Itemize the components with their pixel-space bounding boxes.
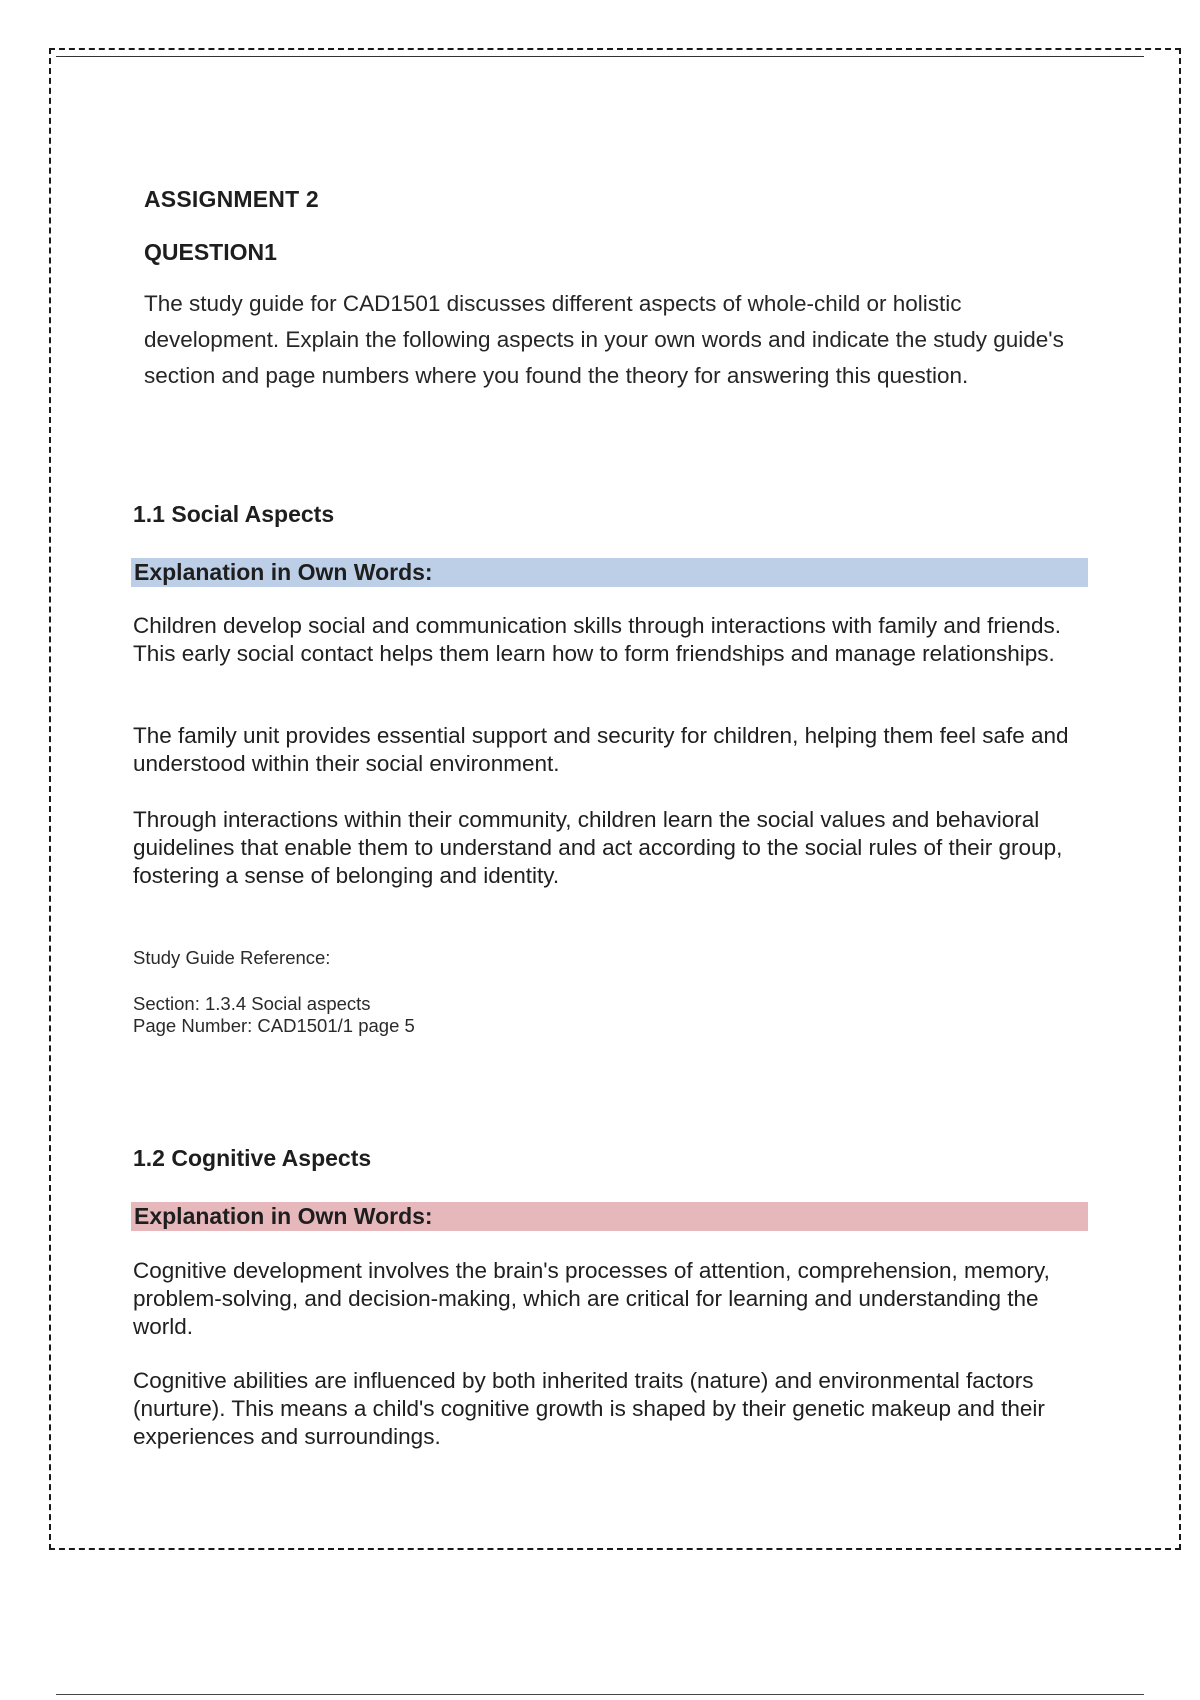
question-title: QUESTION1 bbox=[144, 239, 277, 265]
cognitive-paragraph-2: Cognitive abilities are influenced by both inherited traits (nature) and environmental factors (nurture). This means a child's cognitive growth is shaped by their genetic makeup and their experiences and surroundings. bbox=[133, 1368, 1045, 1449]
study-guide-reference-label: Study Guide Reference: bbox=[133, 947, 331, 968]
reference-section: Section: 1.3.4 Social aspects bbox=[133, 993, 371, 1014]
question-text: The study guide for CAD1501 discusses different aspects of whole-child or holistic development. Explain the following aspects in your own words and indicate the study guide's section and page numbers where you found the theory for answering this question. bbox=[144, 291, 1064, 388]
social-paragraph-2: The family unit provides essential support and security for children, helping them feel safe and understood within their social environment. bbox=[133, 723, 1069, 776]
section-heading-cognitive: 1.2 Cognitive Aspects bbox=[133, 1145, 372, 1171]
top-rule bbox=[56, 56, 1144, 57]
reference-page-number: Page Number: CAD1501/1 page 5 bbox=[133, 1015, 415, 1036]
explanation-label-social: Explanation in Own Words: bbox=[131, 558, 1088, 587]
social-paragraph-3: Through interactions within their community, children learn the social values and behavioral guidelines that enable them to understand and act according to the social rules of their group, fostering a sense of belonging and identity. bbox=[133, 807, 1063, 888]
explanation-label-cognitive: Explanation in Own Words: bbox=[131, 1202, 1088, 1231]
bottom-rule bbox=[56, 1694, 1144, 1695]
section-heading-social: 1.1 Social Aspects bbox=[133, 501, 335, 527]
cognitive-paragraph-1: Cognitive development involves the brain's processes of attention, comprehension, memory, problem-solving, and decision-making, which are critical for learning and understanding the world. bbox=[133, 1258, 1050, 1339]
social-paragraph-1: Children develop social and communication skills through interactions with family and friends. This early social contact helps them learn how to form friendships and manage relationships. bbox=[133, 613, 1061, 666]
assignment-title: ASSIGNMENT 2 bbox=[144, 186, 319, 212]
